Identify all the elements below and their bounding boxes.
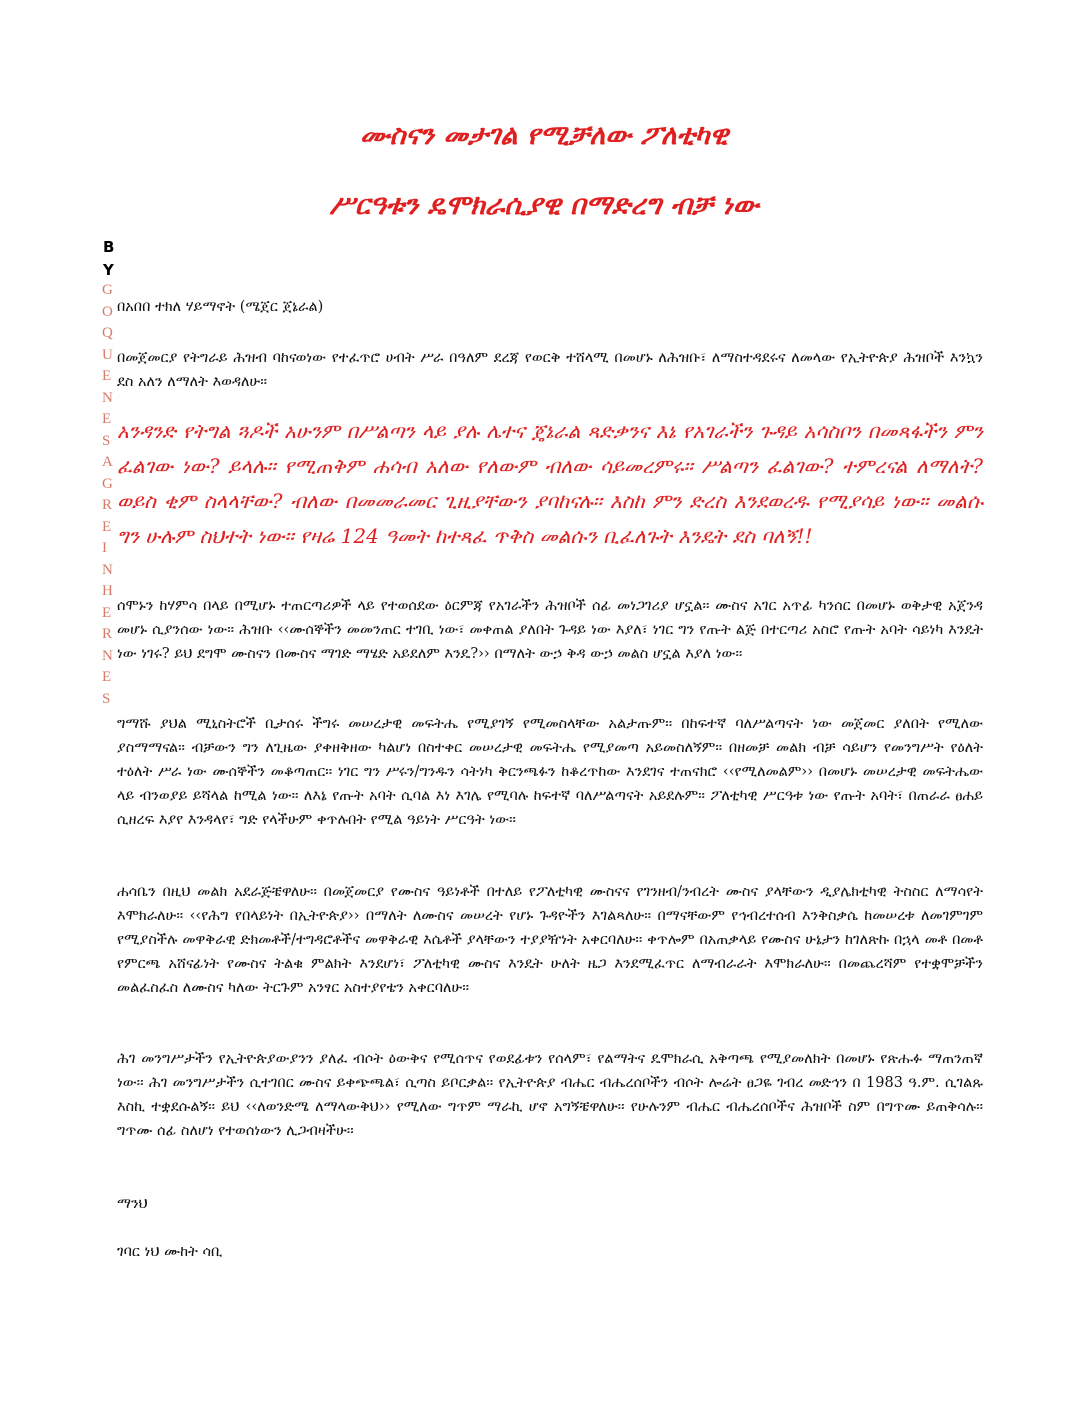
watermark-letter: E: [102, 368, 112, 384]
paragraph: ግማሹ ያህል ሚኒስትሮች ቢታሰሩ ችግሩ መሠረታዊ መፍትሔ የሚያገኝ የሚመስላቸው አልታጡም፡፡ በከፍተኛ ባለሥልጣናት ነው መጀመር ያለበት የሚለው ያስማማናል፡፡ ብቻውን ግን ለጊዜው ያቀዘቅዘው ካልሆነ በስተቀር መሠረታዊ መፍትሔ የሚያመጣ አይመስለኝም፡፡ በዘመቻ መልክ ብቻ ሳይሆን የመንግሥት የዕለት ተዕለት ሥራ ነው ሙሰኞችን መቆጣጠር፡፡ ነገር ግን ሥሩን/ግንዱን ሳትነካ ቅርንጫፉን ከቆረጥከው እንደገና ተጠናክሮ ‹‹የሚለመልም›› በመሆኑ መሠረታዊ መፍትሔው ላይ ብንወያይ ይሻላል ከሚል ነው፡፡ ለእኔ የጡት አባት ሲባል እነ እገሌ የሚባሉ ከፍተኛ ባለሥልጣናት አይደሉም፡፡ ፖለቲካዊ ሥርዓቱ ነው የጡት አባት፣ በጠራራ ፀሐይ ሲዘረፍ እያየ እንዳላየ፣ ግድ የላችሁም ቀጥሉበት የሚል ዓይነት ሥርዓት ነው፡፡: [117, 716, 983, 828]
watermark-letter: G: [102, 475, 113, 492]
watermark-letter: E: [102, 604, 112, 621]
poem-line-1: ማንህ: [117, 1196, 148, 1212]
article-title-line-1: ሙስናን መታገል የሚቻለው ፖለቲካዊ: [359, 120, 729, 151]
byline-letter: Y: [103, 261, 114, 279]
watermark-letter: O: [102, 303, 113, 320]
watermark-letter: N: [102, 647, 113, 664]
poem-line-2: ገባር ነህ ሙከት ሳቢ: [117, 1244, 223, 1260]
article-title-line-2: ሥርዓቱን ዴሞክራሲያዊ በማድረግ ብቻ ነው: [329, 190, 759, 221]
watermark-letter: I: [102, 540, 107, 556]
watermark-letter: S: [102, 432, 111, 449]
paragraph-highlight-red: አንዳንድ የትግል ጓዶች አሁንም በሥልጣን ላይ ያሉ ሌተና ጄኔራል ጻድቃንና እኔ የአገራችን ጉዳይ አሳስቦን በመጻፋችን ምን ፈልገው ነው? ይላሉ፡፡ የሚጠቅም ሐሳብ አለው የለውም ብለው ሳይመረምሩ፡፡ ሥልጣን ፈልገው? ተምረናል ለማለት? ወይስ ቂም ስላላቸው? ብለው በመመራመር ጊዚያቸውን ያባከናሉ፡፡ እስከ ምን ድረስ እንደወረዱ የሚያሳይ ነው፡፡ መልሱ ግን ሁሉም ስህተት ነው፡፡ የዛሬ 124 ዓመት ከተጻፈ ጥቅስ መልሱን ቢፈለጉት እንዴት ደስ ባለኝ!!: [117, 419, 983, 548]
watermark-letter: R: [102, 626, 113, 642]
watermark-letter: R: [102, 497, 113, 513]
paragraph-intro: በመጀመርያ የትግራይ ሕዝብ ባከናወነው የተፈጥሮ ሀብት ሥራ በዓለም ደረጃ የወርቅ ተሸላሚ በመሆኑ ለሕዝቡ፣ ለማስተዳደሩና ለመላው የኢትዮጵያ ሕዝቦች እንኳን ደስ አለን ለማለት እወዳለሁ፡፡: [117, 350, 983, 390]
paragraph: ሐሳቤን በዚህ መልክ አደራጅቼዋለሁ፡፡ በመጀመርያ የሙስና ዓይነቶች በተለይ የፖለቲካዊ ሙስናና የገንዘብ/ንብረት ሙስና ያላቸውን ዲያሌክቲካዊ ትስስር ለማሳየት እሞክራለሁ፡፡ ‹‹የሕግ የበላይነት በኢትዮጵያ›› በማለት ለሙስና መሠረት የሆኑ ጉዳዮችን እገልጻለሁ፡፡ በማናቸውም የኅብረተሰብ እንቅስቃሴ ከመሠረቱ ለመገምገም የሚያስችሉ መዋቅራዊ ድክመቶች/ተግዳሮቶችና መዋቅራዊ እሴቶች ያላቸውን ተያያዥነት አቀርባለሁ፡፡ ቀጥሎም በአጠቃላይ የሙስና ሁኔታን ከገለጽኩ በኋላ መቶ በመቶ የምርጫ አሸናፊነት የሙስና ትልቁ ምልክት እንደሆነ፣ ፖለቲካዊ ሙስና እንዴት ሁለት ዜጋ እንደሚፈጥር ለማብራራት እሞክራለሁ፡፡ በመጨረሻም የተቋሞቻችን መልፈስፈስ ለሙስና ካለው ትርጉም አንፃር አስተያየቴን አቀርባለሁ፡፡: [117, 884, 983, 996]
watermark-letter: G: [102, 282, 113, 298]
watermark-letter: U: [102, 346, 113, 363]
watermark-letter: E: [102, 411, 112, 427]
watermark-letter: H: [102, 583, 113, 599]
watermark-letter: A: [102, 454, 113, 470]
paragraph: ሰሞኑን ከሃምሳ በላይ በሚሆኑ ተጠርጣሪዎች ላይ የተወሰደው ዕርምጃ የአገራችን ሕዝቦች ሰፊ መነጋገሪያ ሆኗል፡፡ ሙስና አገር አጥፊ ካንሰር በመሆኑ ወቅታዊ አጀንዳ መሆኑ ሲያንሰው ነው፡፡ ሕዝቡ ‹‹ሙሰኞችን መመንጠር ተገቢ ነው፣ መቀጠል ያለበት ጉዳይ ነው እያለ፣ ነገር ግን የጡት ልጅ በተርጣሪ አስሮ የጡት አባት ሳይነካ እንዴት ነው ነገሩ? ይህ ደግሞ ሙስናን በሙስና ማገድ ማሄድ አይደለም እንዴ?›› በማለት ውኃ ቅዳ ውኃ መልስ ሆኗል እያለ ነው፡፡: [117, 598, 983, 662]
byline-by: [103, 236, 121, 282]
watermark-letter: S: [102, 690, 111, 707]
vertical-watermark-letters: [102, 280, 118, 710]
watermark-letter: N: [102, 561, 113, 578]
author-line: በአበበ ተክለ ሃይማኖት (ሜጀር ጀኔራል): [117, 299, 324, 315]
watermark-letter: E: [102, 669, 112, 685]
watermark-letter: Q: [102, 325, 113, 341]
watermark-letter: E: [102, 518, 112, 535]
paragraph: ሕገ መንግሥታችን የኢትዮጵያውያንን ያለፈ ብሶት ዕውቅና የሚሰጥና የወደፊቱን የሰላም፣ የልማትና ዴሞክራሲ አቅጣጫ የሚያመለክት በመሆኑ የጽሑፉ ማጠንጠኛ ነው፡፡ ሕገ መንግሥታችን ሲተገበር ሙስና ይቀጭጫል፣ ሲጣስ ይቦርቃል፡፡ የኢትዮጵያ ብሔር ብሔረሰቦችን ብሶት ሎሬት ፀጋዬ ገብረ መድኅን በ 1983 ዓ.ም. ሲገልጹ እስኪ ተቋደሱልኝ፡፡ ይህ ‹‹ለወንድሜ ለማላውቅህ›› የሚለው ግጥም ማራኪ ሆኖ አግኝቼዋለሁ፡፡ የሁሉንም ብሔር ብሔረሰቦችና ሕዝቦች ስም በግጥሙ ይጠቅሳሉ፡፡ ግጥሙ ሰፊ ስለሆነ የተወሰነውን ሊጋብዛችሁ፡፡: [117, 1051, 983, 1139]
byline-letter: B: [103, 238, 115, 256]
watermark-letter: N: [102, 389, 113, 406]
